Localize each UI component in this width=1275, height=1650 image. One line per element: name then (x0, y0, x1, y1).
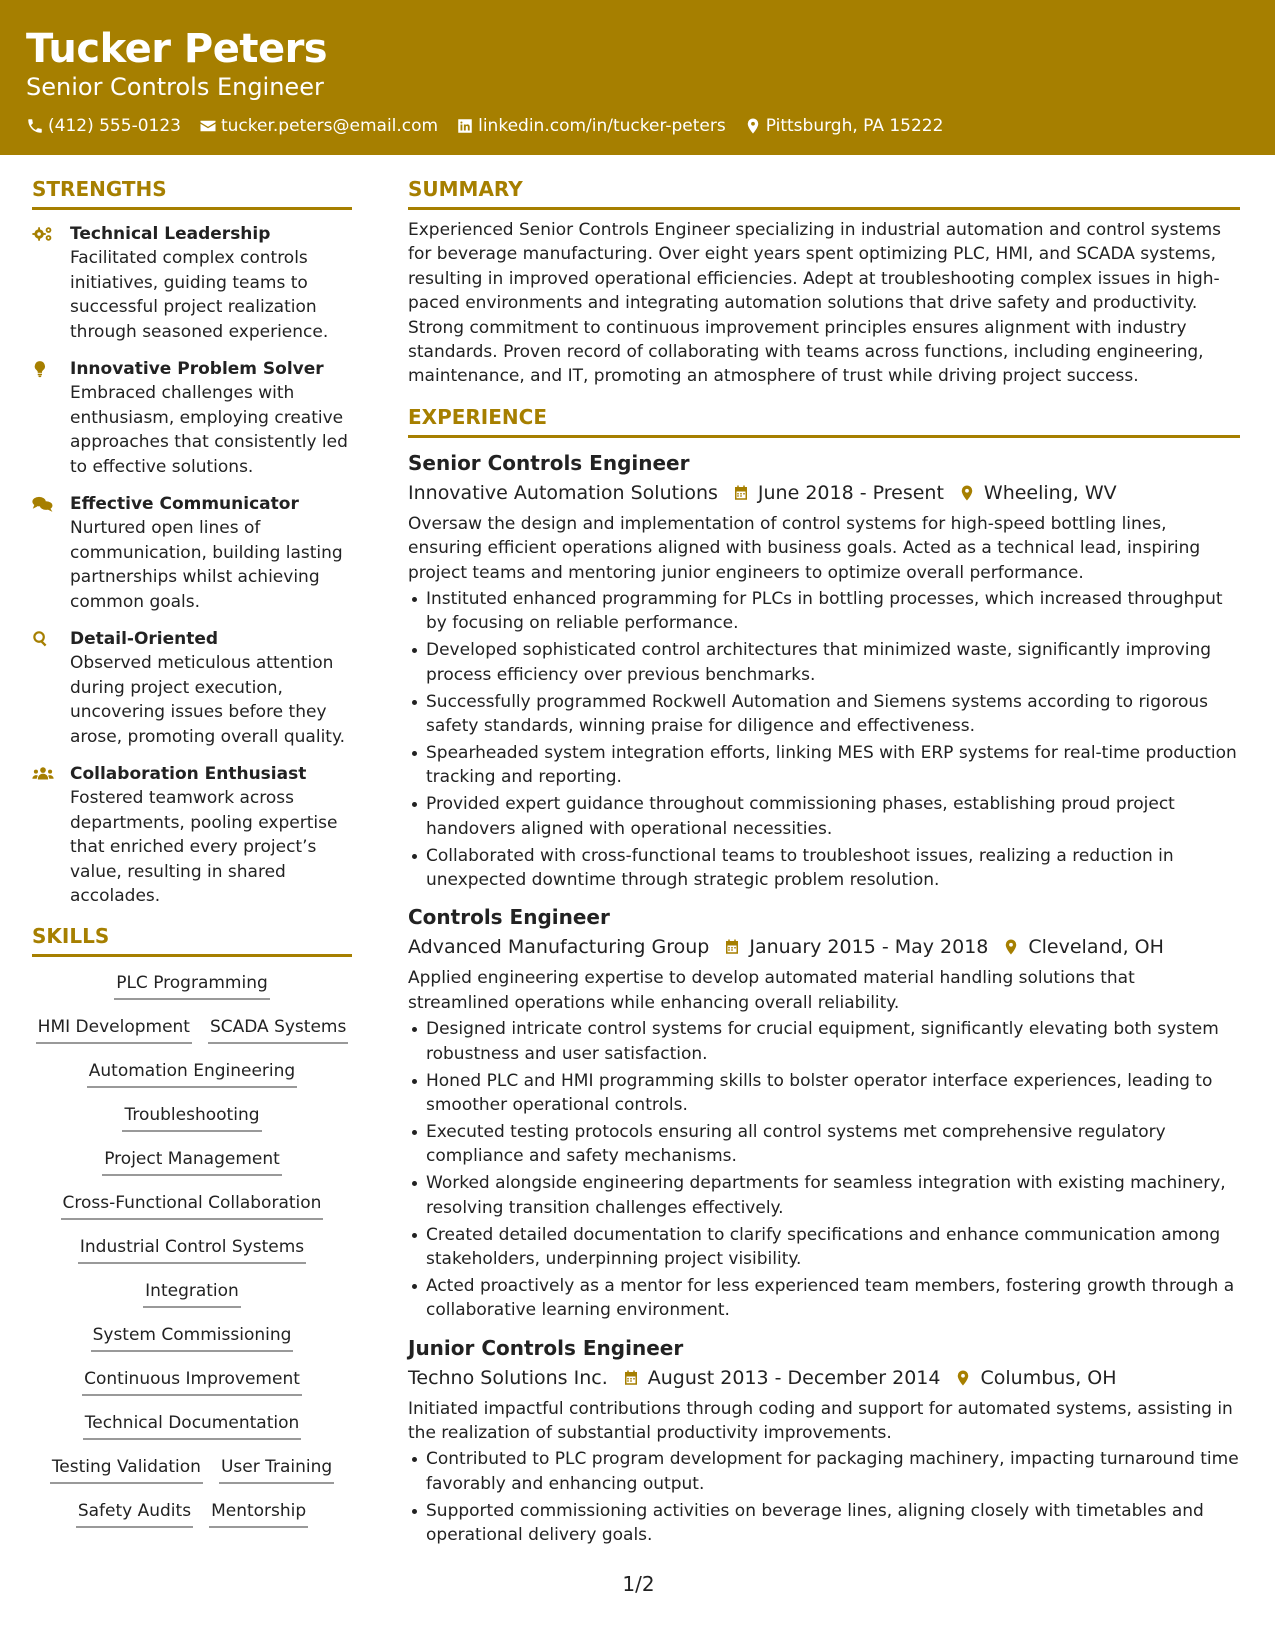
skill-tag: Project Management (102, 1147, 282, 1176)
calendar-icon (622, 1369, 640, 1387)
job-location: Columbus, OH (980, 1366, 1117, 1389)
linkedin-text: linkedin.com/in/tucker-peters (478, 116, 726, 136)
email-text: tucker.peters@email.com (220, 116, 439, 136)
right-column (408, 175, 1240, 1550)
job-company: Innovative Automation Solutions (408, 481, 718, 504)
contact-linkedin[interactable] (456, 114, 726, 138)
calendar-icon (732, 484, 750, 502)
bullet-item: Provided expert guidance throughout commissioning phases, establishing proud project handovers aligned with operational necessities. (408, 792, 1240, 841)
skill-tag: Mentorship (209, 1499, 308, 1528)
skill-tag: User Training (219, 1455, 334, 1484)
strength-desc: Embraced challenges with enthusiasm, employing creative approaches that consistently led to effective solutions. (70, 383, 348, 477)
phone-text: (412) 555-0123 (48, 116, 181, 136)
location-pin-icon (958, 484, 976, 502)
job-dates: June 2018 - Present (757, 481, 944, 504)
skill-tag: Industrial Control Systems (78, 1235, 306, 1264)
strength-desc: Fostered teamwork across departments, pooling expertise that enriched every project’s value, resulting in shared accolades. (70, 788, 338, 906)
contact-phone[interactable] (26, 114, 181, 138)
location-pin-icon (954, 1369, 972, 1387)
gears-icon (32, 225, 54, 243)
envelope-icon (199, 117, 217, 135)
skill-tag: Technical Documentation (83, 1411, 302, 1440)
summary-heading: SUMMARY (408, 175, 1240, 210)
skills-list (32, 971, 352, 1528)
calendar-icon (723, 938, 741, 956)
strengths-heading: STRENGTHS (32, 175, 352, 210)
candidate-name: Tucker Peters (26, 26, 328, 72)
strength-desc: Nurtured open lines of communication, building lasting partnerships whilst achieving common goals. (70, 518, 343, 612)
skill-tag: HMI Development (36, 1015, 192, 1044)
bullet-item: Created detailed documentation to clarify specifications and enhance communication among stakeholders, underpinning project visibility. (408, 1223, 1240, 1272)
contact-location (744, 114, 944, 138)
skill-tag: Safety Audits (76, 1499, 193, 1528)
skill-tag: Troubleshooting (122, 1103, 261, 1132)
job-title: Controls Engineer (408, 905, 610, 930)
job-title: Junior Controls Engineer (408, 1335, 684, 1360)
phone-icon (26, 117, 44, 135)
left-column (32, 175, 352, 1543)
location-text: Pittsburgh, PA 15222 (765, 116, 944, 136)
linkedin-icon (456, 117, 474, 135)
job-meta (408, 480, 1240, 506)
job-description: Oversaw the design and implementation of control systems for high-speed bottling lines, ensuring efficient operations aligned with business goals. Acted as a technical lead, inspiring project teams and mentoring junior engineers to optimize overall performance. (408, 513, 1201, 583)
bullet-item: Designed intricate control systems for crucial equipment, significantly elevating both system robustness and user satisfaction. (408, 1017, 1240, 1066)
strengths-list (32, 222, 352, 909)
bullet-item: Executed testing protocols ensuring all control systems met comprehensive regulatory compliance and safety mechanisms. (408, 1120, 1240, 1169)
summary-text: Experienced Senior Controls Engineer specializing in industrial automation and control systems for beverage manufacturing. Over eight years spent optimizing PLC, HMI, and SCADA systems, resulting in improved operational efficiencies. Adept at troubleshooting complex issues in high-paced environments and integrating automation solutions that drive safety and productivity. Strong commitment to continuous improvement principles ensures alignment with industry standards. Proven record of collaborating with teams across functions, including engineering, maintenance, and IT, promoting an atmosphere of trust while driving project success. (408, 220, 1222, 387)
strength-desc: Facilitated complex controls initiatives, guiding teams to successful project realization through seasoned experience. (70, 248, 329, 342)
job-dates: August 2013 - December 2014 (647, 1366, 941, 1389)
job-company: Advanced Manufacturing Group (408, 936, 710, 959)
job-company: Techno Solutions Inc. (408, 1366, 608, 1389)
location-pin-icon (744, 117, 762, 135)
job-meta (408, 934, 1240, 960)
strength-item (32, 222, 352, 344)
job-dates: January 2015 - May 2018 (749, 936, 989, 959)
skill-tag: Automation Engineering (87, 1059, 297, 1088)
job-entry (408, 450, 1240, 893)
job-description: Applied engineering expertise to develop automated material handling solutions that streamlined operations while enhancing overall reliability. (408, 968, 1135, 1013)
bullet-item: Honed PLC and HMI programming skills to bolster operator interface experiences, leading to smoother operational controls. (408, 1069, 1240, 1118)
bullet-item: Spearheaded system integration efforts, linking MES with ERP systems for real-time production tracking and reporting. (408, 741, 1240, 790)
strength-title: Effective Communicator (70, 494, 299, 514)
bullet-item: Developed sophisticated control architectures that minimized waste, significantly improving process efficiency over previous benchmarks. (408, 638, 1240, 687)
contact-email[interactable] (199, 114, 438, 138)
lightbulb-icon (32, 360, 54, 378)
job-bullets (408, 1017, 1240, 1322)
users-icon (32, 765, 54, 783)
bullet-item: Acted proactively as a mentor for less experienced team members, fostering growth through a collaborative learning environment. (408, 1274, 1240, 1323)
skill-tag: Testing Validation (50, 1455, 203, 1484)
job-location: Wheeling, WV (983, 481, 1117, 504)
strength-title: Collaboration Enthusiast (70, 764, 307, 784)
strength-item (32, 762, 352, 909)
skill-tag: PLC Programming (114, 971, 270, 1000)
location-pin-icon (1002, 938, 1020, 956)
search-icon (32, 630, 54, 648)
experience-heading: EXPERIENCE (408, 403, 1240, 438)
bullet-item: Collaborated with cross-functional teams to troubleshoot issues, realizing a reduction in unexpected downtime through strategic problem resolution. (408, 844, 1240, 893)
skill-tag: System Commissioning (91, 1323, 294, 1352)
strength-item (32, 627, 352, 749)
contact-bar (26, 114, 1249, 138)
job-description: Initiated impactful contributions through coding and support for automated systems, assisting in the realization of substantial productivity improvements. (408, 1398, 1233, 1444)
job-entry (408, 904, 1240, 1322)
skills-heading: SKILLS (32, 922, 352, 957)
skill-tag: Integration (143, 1279, 241, 1308)
strength-title: Technical Leadership (70, 224, 271, 244)
job-location: Cleveland, OH (1028, 936, 1164, 959)
job-bullets (408, 587, 1240, 892)
resume-header (0, 0, 1275, 155)
bullet-item: Contributed to PLC program development for packaging machinery, impacting turnaround time favorably and enhancing output. (408, 1447, 1240, 1496)
strength-desc: Observed meticulous attention during project execution, uncovering issues before they arose, promoting overall quality. (70, 653, 345, 747)
comments-icon (32, 495, 54, 513)
job-meta (408, 1365, 1240, 1391)
bullet-item: Successfully programmed Rockwell Automation and Siemens systems according to rigorous safety standards, winning praise for diligence and effectiveness. (408, 690, 1240, 739)
candidate-title: Senior Controls Engineer (26, 73, 324, 101)
page-number (0, 1572, 1275, 1596)
bullet-item: Worked alongside engineering departments for seamless integration with existing machinery, resolving transition challenges effectively. (408, 1171, 1240, 1220)
strength-item (32, 492, 352, 614)
skill-tag: Cross-Functional Collaboration (61, 1191, 324, 1220)
page-number-text: 1/2 (622, 1572, 655, 1596)
strength-title: Detail-Oriented (70, 629, 219, 649)
job-entry (408, 1335, 1240, 1548)
bullet-item: Instituted enhanced programming for PLCs in bottling processes, which increased throughput by focusing on reliable performance. (408, 587, 1240, 636)
job-bullets (408, 1447, 1240, 1547)
skill-tag: Continuous Improvement (82, 1367, 302, 1396)
skill-tag: SCADA Systems (208, 1015, 348, 1044)
bullet-item: Supported commissioning activities on beverage lines, aligning closely with timetables and operational delivery goals. (408, 1499, 1240, 1548)
strength-item (32, 357, 352, 479)
strength-title: Innovative Problem Solver (70, 359, 324, 379)
job-title: Senior Controls Engineer (408, 450, 690, 475)
